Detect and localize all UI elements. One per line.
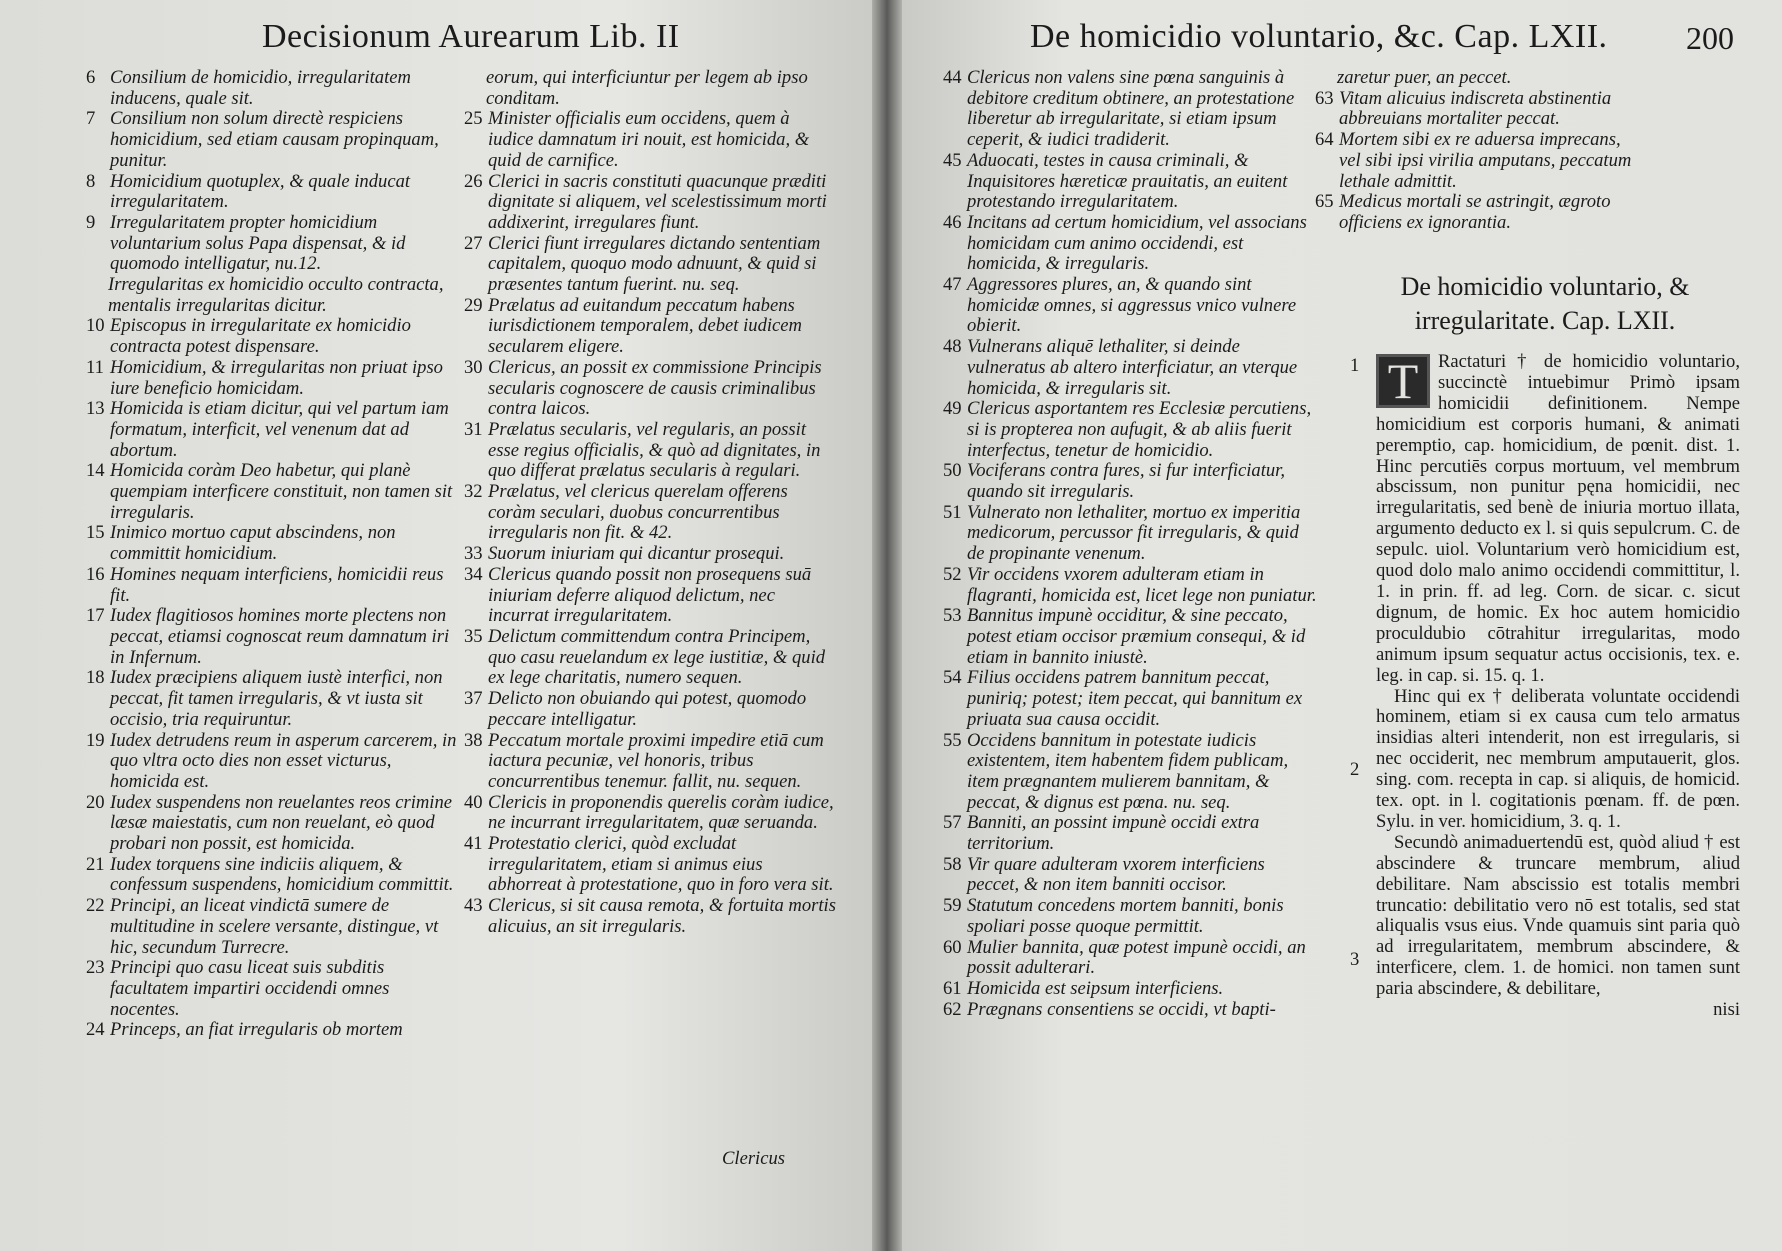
index-entry bbox=[464, 234, 836, 296]
entry-number: 55 bbox=[943, 729, 962, 751]
entry-text: Vitam alicuius indiscreta abstinentia abbreuians mortaliter peccat. bbox=[1339, 87, 1612, 130]
index-entry bbox=[464, 68, 836, 109]
entry-number: 14 bbox=[86, 460, 105, 482]
paragraph-1-text: Ractaturi † de homicidio voluntario, succinctè intuebimur Primò ipsam homicidii definitionem. Nempe homicidium est corporis humani, & animati peremptio, cap. homicidium, de pœnit. dist. 1. Hinc percutiēs corpus mortuum, vel membrum abscissum, non punitur pęna homicidii, nec irregularitatis, sed benè de iniuria mortuo illata, argumento deducto ex l. si quis sepulcrum. C. de sepulc. uiol. Voluntarium verò homicidium est, quod dolo malo animo occidendi committitur, l. 1. in prin. ff. ad leg. Corn. de sicar. c. sicut dignum, de homic. Ex hoc autem homicidio proculdubio cōtrahitur irregularitas, modo animum ipsum sequatur actus occisionis, tex. e. leg. in cap. si. 15. q. 1. bbox=[1376, 351, 1740, 686]
entry-text: Inimico mortuo caput abscindens, non committit homicidium. bbox=[110, 522, 396, 565]
entry-text: Prælatus secularis, vel regularis, an possit esse regius officialis, & quò ad dignitates, in quo differat prælatus secularis à regulari. bbox=[488, 418, 821, 482]
index-entry bbox=[86, 358, 458, 399]
entry-number: 19 bbox=[86, 729, 105, 751]
entry-text: Incitans ad certum homicidium, vel associans homicidam cum animo occidendi, est homicida, & irregularis. bbox=[967, 211, 1307, 275]
entry-number: 29 bbox=[464, 294, 483, 316]
entry-text: Clericus, si sit causa remota, & fortuita mortis alicuius, an sit irregularis. bbox=[488, 895, 836, 937]
index-entry bbox=[86, 565, 458, 606]
entry-number: 59 bbox=[943, 895, 962, 917]
entry-number: 41 bbox=[464, 833, 483, 855]
right-page bbox=[885, 0, 1782, 1251]
index-entry bbox=[943, 813, 1319, 854]
entry-number: 15 bbox=[86, 522, 105, 544]
entry-text: Irregularitatem propter homicidium voluntarium solus Papa dispensat, & id quomodo intelligatur, nu.12. bbox=[110, 211, 406, 275]
index-entry bbox=[86, 523, 458, 564]
entry-text: Episcopus in irregularitate ex homicidio contracta potest dispensare. bbox=[110, 315, 411, 358]
index-entry bbox=[86, 958, 458, 1020]
entry-text: Consilium non solum directè respiciens homicidium, sed etiam causam propinquam, punitur. bbox=[110, 108, 439, 171]
index-entry bbox=[1315, 68, 1645, 89]
entry-number: 50 bbox=[943, 460, 962, 482]
entry-text: Principi, an liceat vindictā sumere de multitudine in scelere versante, distingue, vt hic, secundum Turrecre. bbox=[110, 895, 439, 958]
entry-text: Homines nequam interficiens, homicidii reus fit. bbox=[110, 563, 444, 606]
page-number: 200 bbox=[1686, 20, 1734, 56]
entry-text: Consilium de homicidio, irregularitatem inducens, quale sit. bbox=[110, 67, 411, 109]
index-entry bbox=[464, 731, 836, 793]
index-entry bbox=[86, 461, 458, 523]
entry-text: Homicidium quotuplex, & quale inducat irregularitatem. bbox=[110, 170, 411, 213]
left-running-head: Decisionum Aurearum Lib. II bbox=[262, 18, 680, 55]
index-entry bbox=[943, 668, 1319, 730]
index-entry bbox=[943, 275, 1319, 337]
index-entry bbox=[1315, 130, 1645, 192]
entry-number: 45 bbox=[943, 149, 962, 171]
index-entry bbox=[943, 1000, 1319, 1021]
entry-number: 17 bbox=[86, 605, 105, 627]
entry-number: 63 bbox=[1315, 87, 1334, 109]
entry-number: 48 bbox=[943, 336, 962, 358]
entry-text: Protestatio clerici, quòd excludat irregularitatem, etiam si animus eius abhorreat à protestatione, quo in foro vera sit. bbox=[488, 833, 834, 896]
entry-text: Vulnerans aliquē lethaliter, si deinde vulneratus ab altero interficiatur, an vterque homicida, & irregularis sit. bbox=[967, 336, 1298, 399]
entry-number: 47 bbox=[943, 274, 962, 296]
left-index-column-1 bbox=[86, 68, 458, 1041]
entry-number: 57 bbox=[943, 812, 962, 834]
entry-number: 31 bbox=[464, 418, 483, 440]
index-entry bbox=[86, 109, 458, 171]
left-index-column-2 bbox=[464, 68, 836, 938]
index-entry bbox=[86, 172, 458, 213]
entry-text: Banniti, an possint impunè occidi extra territorium. bbox=[967, 812, 1260, 855]
decorated-initial: T bbox=[1376, 354, 1430, 408]
entry-text: Vociferans contra fures, si fur interficiatur, quando sit irregularis. bbox=[967, 460, 1285, 503]
entry-number: 62 bbox=[943, 998, 962, 1020]
index-entry bbox=[464, 109, 836, 171]
index-entry bbox=[86, 316, 458, 357]
index-entry bbox=[86, 68, 458, 109]
entry-text: Clericus non valens sine pœna sanguinis à debitore creditum obtinere, an protestatione liberetur ab irregularitate, si etiam ipsum ceperit, & iudici tradiderit. bbox=[967, 67, 1295, 151]
index-entry bbox=[86, 855, 458, 896]
left-catchword: Clericus bbox=[722, 1148, 786, 1169]
entry-text: Delicto non obuiando qui potest, quomodo peccare intelligatur. bbox=[488, 688, 807, 730]
index-entry bbox=[943, 151, 1319, 213]
entry-number: 22 bbox=[86, 895, 105, 917]
entry-text: Vir quare adulteram vxorem interficiens peccet, & non item banniti occisor. bbox=[967, 853, 1265, 896]
index-entry bbox=[1315, 89, 1645, 130]
entry-number: 20 bbox=[86, 791, 105, 813]
index-entry bbox=[464, 482, 836, 544]
entry-text: Iudex detrudens reum in asperum carcerem, in quo vltra octo dies non esset victurus, homicida est. bbox=[110, 729, 457, 792]
entry-number: 18 bbox=[86, 667, 105, 689]
entry-number: 53 bbox=[943, 605, 962, 627]
entry-number: 24 bbox=[86, 1019, 105, 1041]
index-entry bbox=[943, 606, 1319, 668]
index-entry bbox=[86, 399, 458, 461]
entry-number: 51 bbox=[943, 501, 962, 523]
entry-number: 64 bbox=[1315, 129, 1334, 151]
index-entry bbox=[86, 275, 458, 316]
paragraph-3: Secundò animaduertendū est, quòd aliud † est abscindere & truncare membrum, aliud debilitare. Nam abscissio est totalis membri truncatio: debilitatio vero nō est totalis, sed stat aliqualis vsus eius. Vnde quamuis sint paria quò ad irregularitatem, membrum abscindere, & interficere, clem. 1. de homici. non tamen sunt paria abscindere, & debilitare, bbox=[1376, 831, 1740, 1000]
entry-text: Clericus asportantem res Ecclesiæ percutiens, si is propterea non aufugit, & ab aliis fuerit interfectus, tenetur de homicidio. bbox=[967, 398, 1312, 461]
entry-number: 46 bbox=[943, 211, 962, 233]
margin-number: 1 bbox=[1350, 355, 1360, 376]
index-entry bbox=[943, 938, 1319, 979]
index-entry bbox=[464, 565, 836, 627]
paragraph-2: Hinc qui ex † deliberata voluntate occidendi hominem, etiam si ex causa cum telo armatus insidias alteri intenderit, non est irregularis, si nec occiderit, nec membrum amputauerit, glos. sing. com. recepta in cap. si aliquis, de homicid. tex. opt. in l. cogitationis pœnam. ff. de pœn. Sylu. in ver. homicidium, 3. q. 1. bbox=[1376, 685, 1740, 832]
entry-text: Prælatus, vel clericus querelam offerens coràm seculari, duobus concurrentibus irregularis non fit. & 42. bbox=[488, 481, 788, 544]
entry-text: Mulier bannita, quæ potest impunè occidi, an possit adulterari. bbox=[967, 936, 1306, 979]
index-entry bbox=[464, 420, 836, 482]
index-entry bbox=[464, 172, 836, 234]
entry-text: Prægnans consentiens se occidi, vt bapti- bbox=[967, 998, 1276, 1020]
entry-text: zaretur puer, an peccet. bbox=[1337, 67, 1512, 88]
entry-number: 25 bbox=[464, 108, 483, 130]
entry-number: 54 bbox=[943, 667, 962, 689]
entry-number: 23 bbox=[86, 957, 105, 979]
entry-text: Occidens bannitum in potestate iudicis existentem, item habentem fidem publicam, item prægnantem mulierem bannitam, & peccat, & dignus est pœna. nu. seq. bbox=[967, 729, 1289, 813]
margin-number: 3 bbox=[1350, 949, 1360, 970]
entry-text: Clericis in proponendis querelis coràm iudice, ne incurrant irregularitatem, quæ seruanda. bbox=[488, 791, 834, 834]
entry-number: 38 bbox=[464, 729, 483, 751]
index-entry bbox=[86, 606, 458, 668]
entry-number: 49 bbox=[943, 398, 962, 420]
entry-number: 9 bbox=[86, 211, 96, 233]
entry-number: 11 bbox=[86, 356, 104, 378]
entry-number: 30 bbox=[464, 356, 483, 378]
index-entry bbox=[464, 627, 836, 689]
book-gutter bbox=[872, 0, 902, 1251]
index-entry bbox=[86, 793, 458, 855]
index-entry bbox=[943, 399, 1319, 461]
entry-text: Delictum committendum contra Principem, quo casu reuelandum ex lege iustitiæ, & quid ex lege charitatis, numero sequen. bbox=[488, 625, 826, 689]
entry-text: Iudex torquens sine indiciis aliquem, & confessum suspendens, homicidium committit. bbox=[110, 853, 454, 896]
entry-number: 35 bbox=[464, 625, 483, 647]
entry-number: 33 bbox=[464, 543, 483, 565]
entry-number: 10 bbox=[86, 315, 105, 337]
entry-number: 44 bbox=[943, 67, 962, 88]
index-entry bbox=[86, 896, 458, 958]
chapter-heading: De homicidio voluntario, & irregularitate. Cap. LXII. bbox=[1400, 272, 1690, 335]
entry-text: Aggressores plures, an, & quando sint homicidæ omnes, si aggressus vnico vulnere obierit. bbox=[967, 274, 1297, 337]
entry-text: Statutum concedens mortem banniti, bonis spoliari posse quoque permittit. bbox=[967, 895, 1284, 937]
entry-text: Princeps, an fiat irregularis ob mortem bbox=[110, 1019, 403, 1041]
entry-number: 7 bbox=[86, 108, 96, 130]
entry-text: Clerici fiunt irregulares dictando sententiam capitalem, quoquo modo adnuunt, & quid si præsentes tantum fuerint. nu. seq. bbox=[488, 232, 821, 296]
entry-text: Bannitus impunè occiditur, & sine peccato, potest etiam occisor præmium consequi, & id etiam in bannito iniustè. bbox=[967, 605, 1306, 668]
entry-number: 16 bbox=[86, 563, 105, 585]
entry-text: Iudex flagitiosos homines morte plectens non peccat, etiamsi cognoscat reum damnatum iri in Infernum. bbox=[110, 605, 450, 668]
entry-number: 43 bbox=[464, 895, 483, 917]
entry-text: Irregularitas ex homicidio occulto contracta, mentalis irregularitas dicitur. bbox=[108, 274, 444, 316]
entry-number: 60 bbox=[943, 936, 962, 958]
entry-number: 21 bbox=[86, 853, 105, 875]
entry-number: 32 bbox=[464, 481, 483, 503]
index-entry bbox=[943, 68, 1319, 151]
index-entry bbox=[464, 896, 836, 937]
index-entry bbox=[464, 544, 836, 565]
index-entry bbox=[86, 213, 458, 275]
entry-number: 13 bbox=[86, 398, 105, 420]
entry-text: Iudex præcipiens aliquem iustè interfici, non peccat, fit tamen irregularis, & vt iusta sit occisio, tria requiruntur. bbox=[110, 667, 443, 730]
entry-number: 8 bbox=[86, 170, 96, 192]
entry-text: Vir occidens vxorem adulteram etiam in flagranti, homicida est, licet lege non puniatur. bbox=[967, 563, 1317, 606]
index-entry bbox=[464, 793, 836, 834]
entry-text: Medicus mortali se astringit, ægroto officiens ex ignorantia. bbox=[1339, 191, 1611, 233]
index-entry bbox=[464, 358, 836, 420]
entry-number: 27 bbox=[464, 232, 483, 254]
entry-text: Homicida is etiam dicitur, qui vel partum iam formatum, interficit, vel venenum dat ad abortum. bbox=[110, 398, 449, 461]
left-page bbox=[0, 0, 885, 1251]
index-entry bbox=[86, 731, 458, 793]
entry-text: Filius occidens patrem bannitum peccat, puniriq; potest; item peccat, qui bannitum ex priuata sua causa occidit. bbox=[967, 667, 1303, 730]
index-entry bbox=[86, 668, 458, 730]
index-entry bbox=[943, 503, 1319, 565]
index-entry bbox=[464, 834, 836, 896]
entry-text: Homicidium, & irregularitas non priuat ipso iure beneficio homicidam. bbox=[110, 356, 443, 399]
entry-text: Homicida coràm Deo habetur, qui planè quempiam interficere constituit, non tamen sit irregularis. bbox=[110, 460, 453, 523]
entry-number: 40 bbox=[464, 791, 483, 813]
entry-text: Clericus quando possit non prosequens suā iniuriam deferre aliquod delictum, nec incurrat irregularitatem. bbox=[488, 563, 812, 627]
entry-text: Iudex suspendens non reuelantes reos crimine læsæ maiestatis, cum non reuelant, eò quod probari non possit, est homicida. bbox=[110, 791, 453, 855]
entry-text: Prælatus ad euitandum peccatum habens iurisdictionem temporalem, debet iudicem secularem eligere. bbox=[488, 294, 802, 358]
index-entry bbox=[1315, 192, 1645, 233]
index-entry bbox=[943, 896, 1319, 937]
index-entry bbox=[943, 565, 1319, 606]
entry-text: Peccatum mortale proximi impedire etiā cum iactura pecuniæ, vel honoris, tribus concurrentibus tenemur. fallit, nu. sequen. bbox=[488, 729, 824, 792]
entry-number: 37 bbox=[464, 688, 483, 710]
chapter-body bbox=[1350, 352, 1740, 1021]
index-entry bbox=[943, 213, 1319, 275]
entry-text: Clerici in sacris constituti quacunque præditi dignitate si aliquem, vel scelestissimum morti addixerint, irregulares fiunt. bbox=[488, 170, 827, 233]
chapter-section bbox=[1350, 270, 1740, 1021]
right-index-column-2 bbox=[1315, 68, 1645, 234]
index-entry bbox=[86, 1020, 458, 1041]
index-entry bbox=[943, 979, 1319, 1000]
entry-text: Principi quo casu liceat suis subditis facultatem impartiri occidendi omnes nocentes. bbox=[110, 957, 390, 1020]
entry-text: eorum, qui interficiuntur per legem ab ipso conditam. bbox=[486, 67, 808, 109]
index-entry bbox=[464, 296, 836, 358]
entry-number: 6 bbox=[86, 67, 96, 88]
entry-number: 26 bbox=[464, 170, 483, 192]
entry-text: Clericus, an possit ex commissione Principis secularis cognoscere de causis criminalibus contra laicos. bbox=[488, 356, 822, 420]
entry-text: Minister officialis eum occidens, quem à iudice damnatum iri nouit, est homicida, & quid de carnifice. bbox=[488, 108, 810, 171]
entry-number: 61 bbox=[943, 977, 962, 999]
entry-number: 65 bbox=[1315, 191, 1334, 213]
paragraph-1 bbox=[1376, 352, 1740, 687]
entry-text: Aduocati, testes in causa criminali, & Inquisitores hæreticæ prauitatis, an euitent protestando irregularitatem. bbox=[967, 149, 1288, 213]
right-index-column-1 bbox=[943, 68, 1319, 1020]
entry-number: 52 bbox=[943, 563, 962, 585]
entry-text: Vulnerato non lethaliter, mortuo ex imperitia medicorum, percussor fit irregularis, & quid de propinante venenum. bbox=[967, 501, 1301, 565]
index-entry bbox=[943, 855, 1319, 896]
index-entry bbox=[943, 461, 1319, 502]
entry-text: Suorum iniuriam qui dicantur prosequi. bbox=[488, 543, 785, 565]
margin-number: 2 bbox=[1350, 759, 1360, 780]
right-catchword: nisi bbox=[1713, 999, 1740, 1021]
entry-text: Mortem sibi ex re aduersa imprecans, vel sibi ipsi virilia amputans, peccatum lethale admittit. bbox=[1339, 129, 1632, 192]
index-entry bbox=[943, 731, 1319, 814]
index-entry bbox=[943, 337, 1319, 399]
entry-number: 58 bbox=[943, 853, 962, 875]
entry-number: 34 bbox=[464, 563, 483, 585]
index-entry bbox=[464, 689, 836, 730]
entry-text: Homicida est seipsum interficiens. bbox=[967, 977, 1224, 999]
right-running-head: De homicidio voluntario, &c. Cap. LXII. bbox=[1030, 18, 1608, 55]
